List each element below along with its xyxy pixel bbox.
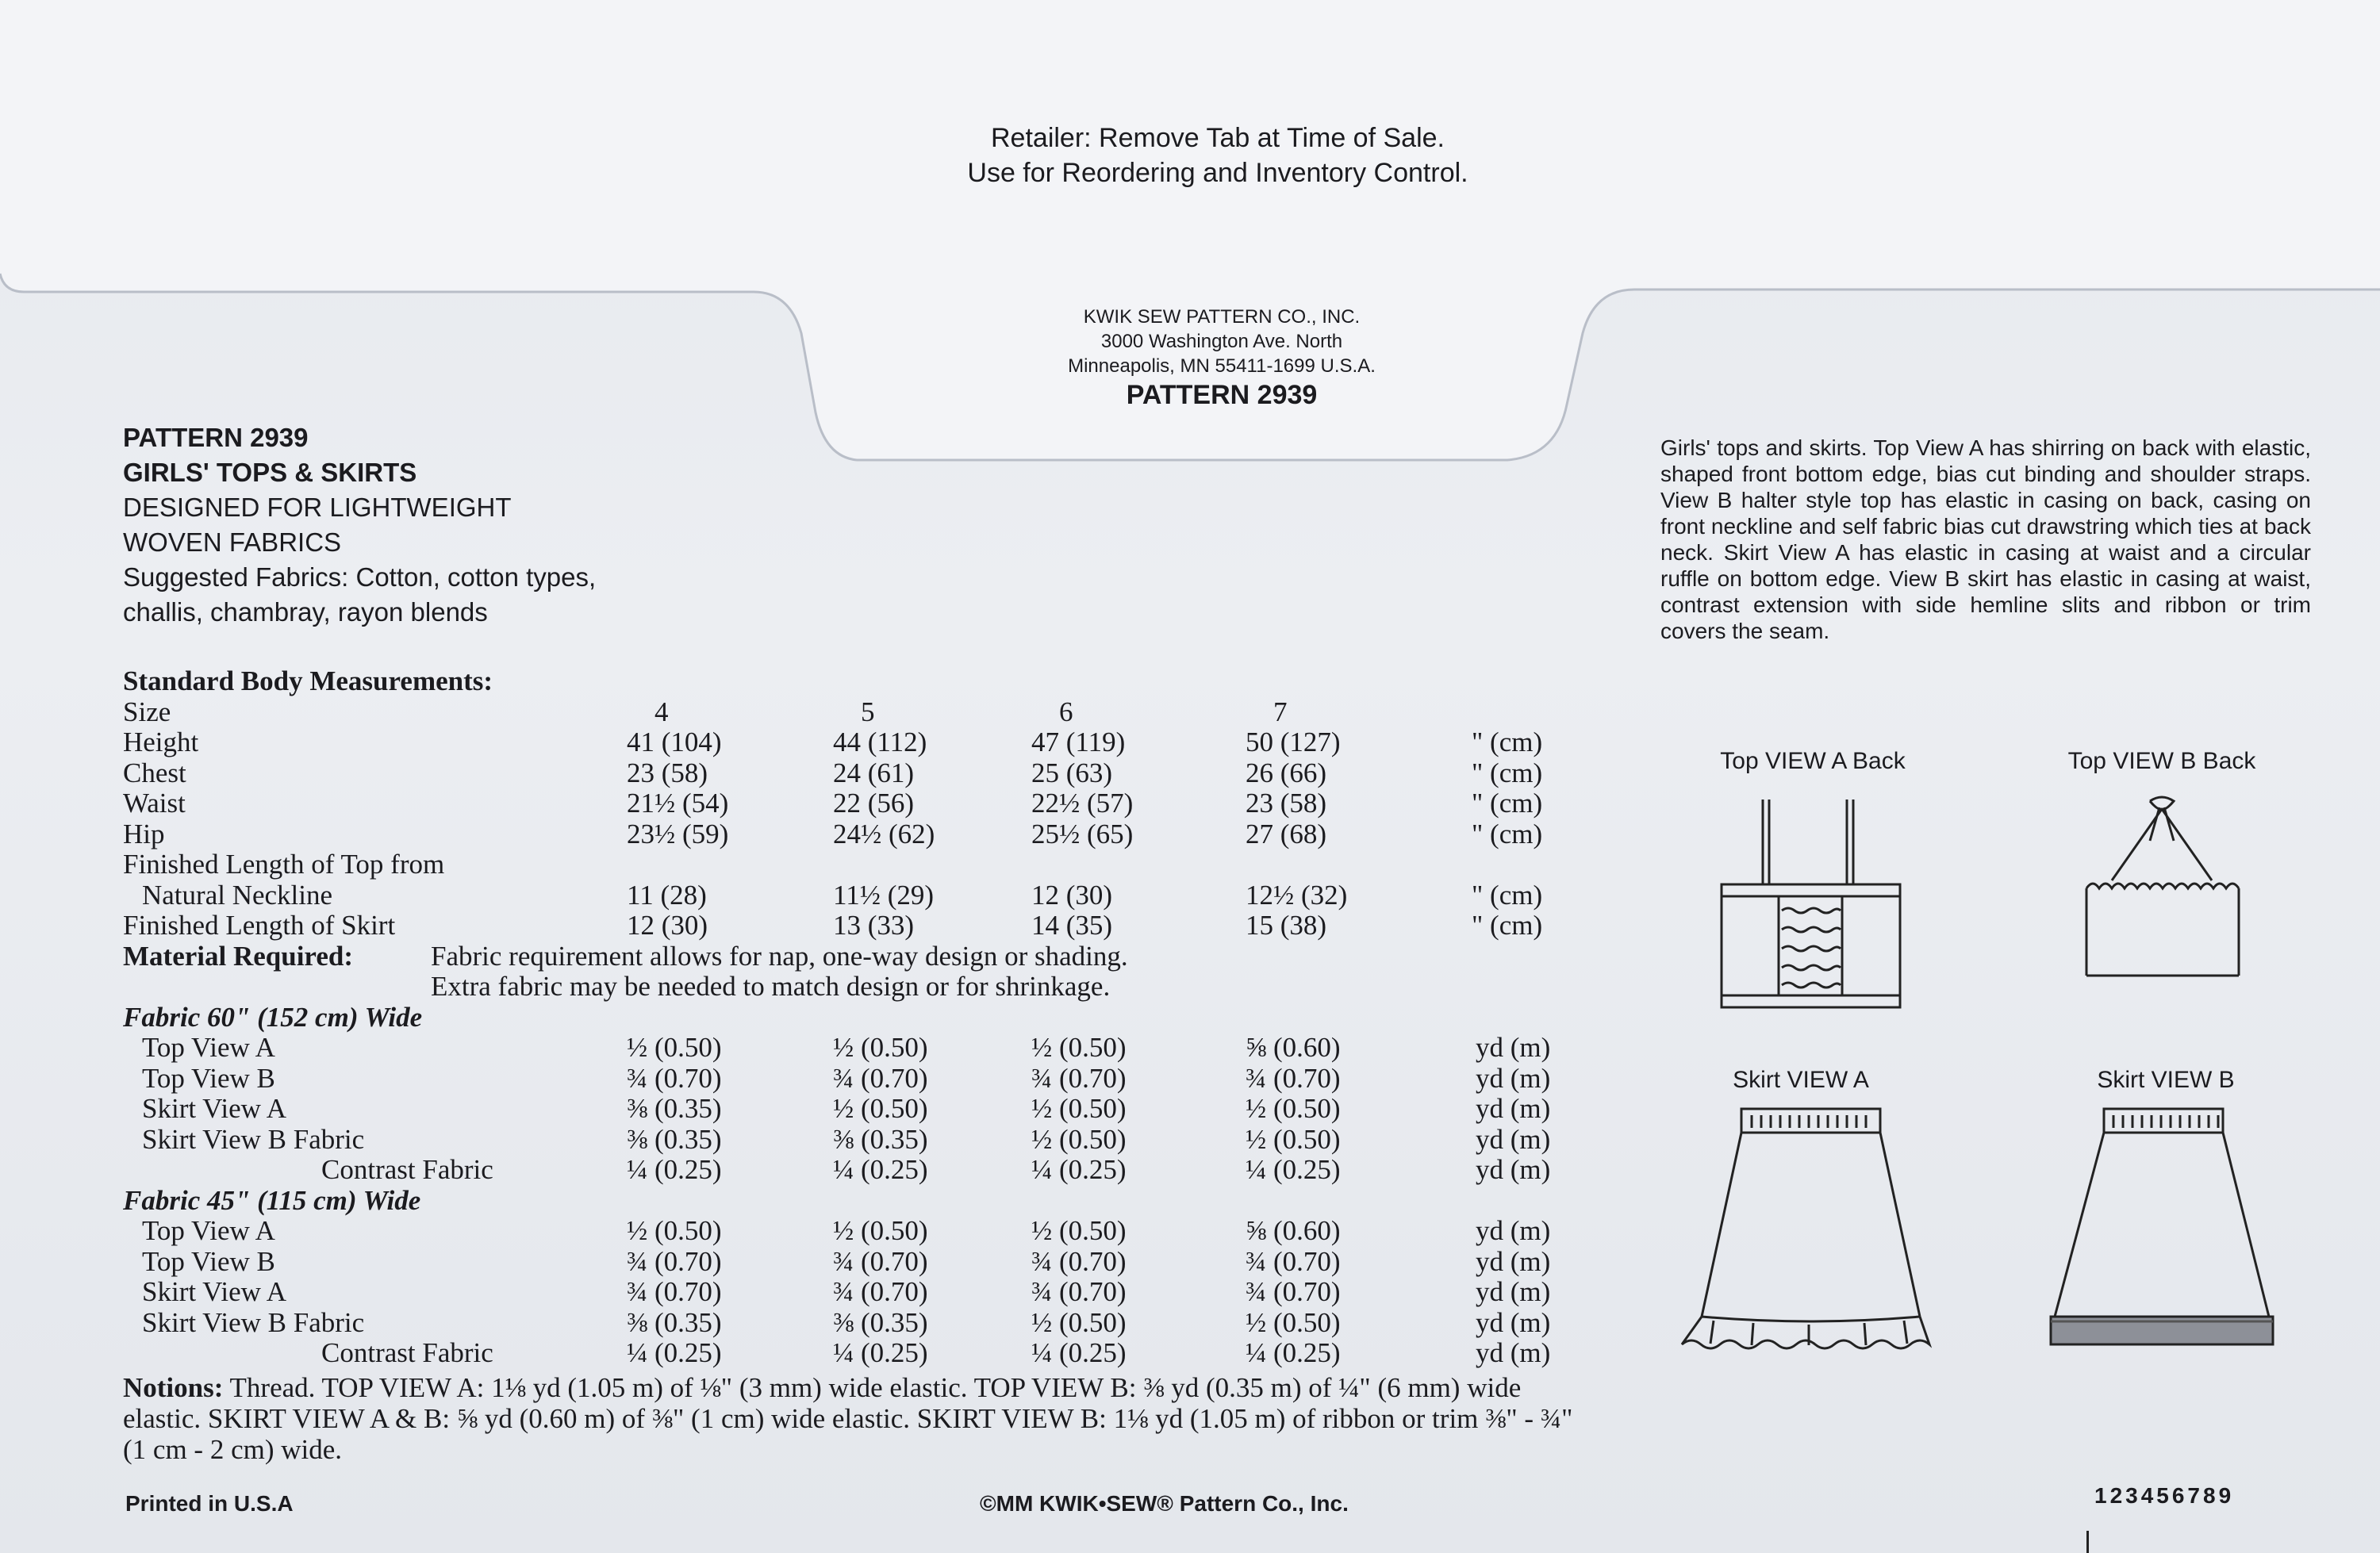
fabric60-row xyxy=(123,1064,1606,1095)
cell-size-4: ⅜ (0.35) xyxy=(627,1123,722,1155)
row-label: Top View B xyxy=(142,1062,275,1094)
row-label: Hip xyxy=(123,818,165,849)
fabric60-row xyxy=(123,1033,1606,1064)
cell-size-6: ½ (0.50) xyxy=(1031,1306,1127,1338)
printing-digits: 123456789 xyxy=(2094,1483,2235,1508)
fabric45-row xyxy=(123,1216,1606,1247)
cell-size-7: ¾ (0.70) xyxy=(1246,1245,1341,1277)
measurement-row xyxy=(123,788,1606,819)
cell-size-5: ¾ (0.70) xyxy=(833,1245,928,1277)
material-note-row xyxy=(123,972,1606,1003)
skirt-view-a-sketch xyxy=(1666,1102,1952,1364)
cell-size-6: ½ (0.50) xyxy=(1031,1215,1127,1246)
address-pattern-number: PATTERN 2939 xyxy=(1126,380,1318,410)
cell-size-5: ¾ (0.70) xyxy=(833,1062,928,1094)
unit-label: yd (m) xyxy=(1476,1154,1551,1185)
row-label: Height xyxy=(123,727,199,757)
copyright: ©MM KWIK•SEW® Pattern Co., Inc. xyxy=(980,1491,1349,1516)
cell-size-6: 25½ (65) xyxy=(1031,818,1134,849)
measurements-heading: Standard Body Measurements: xyxy=(123,665,493,696)
size-label: Size xyxy=(123,696,171,727)
measurement-row xyxy=(123,819,1606,850)
cell-size-6: ¼ (0.25) xyxy=(1031,1154,1127,1185)
envelope-flap xyxy=(0,0,2380,492)
cell-size-5: ½ (0.50) xyxy=(833,1215,928,1246)
top-view-a-sketch xyxy=(1714,793,1920,1015)
cell-size-6: 14 (35) xyxy=(1031,910,1113,941)
finished-top-row-2 xyxy=(123,880,1606,911)
cell-size-6: ¾ (0.70) xyxy=(1031,1245,1127,1277)
cell-size-6: 25 (63) xyxy=(1031,757,1113,788)
fabric45-row xyxy=(123,1277,1606,1308)
company-name: KWIK SEW PATTERN CO., INC. xyxy=(1083,306,1361,328)
cell-size-7: 12½ (32) xyxy=(1246,879,1348,911)
skirt-view-b-label: Skirt VIEW B xyxy=(2097,1067,2235,1093)
fabric60-row xyxy=(123,1094,1606,1125)
retailer-line-1: Retailer: Remove Tab at Time of Sale. xyxy=(991,123,1445,153)
notions-label: Notions: xyxy=(123,1372,224,1403)
cell-size-5: ½ (0.50) xyxy=(833,1093,928,1124)
cell-size-7: ½ (0.50) xyxy=(1246,1123,1341,1155)
pattern-header xyxy=(123,420,596,630)
cell-size-5: 24½ (62) xyxy=(833,818,935,849)
trim-mark xyxy=(2086,1531,2089,1553)
unit-label: " (cm) xyxy=(1472,910,1543,941)
row-label: Top View A xyxy=(142,1032,275,1063)
measurement-row xyxy=(123,727,1606,758)
measurement-row xyxy=(123,758,1606,789)
cell-size-5: ¼ (0.25) xyxy=(833,1154,928,1185)
material-note-1: Fabric requirement allows for nap, one-way design or shading. xyxy=(431,940,1128,972)
cell-size-6: ½ (0.50) xyxy=(1031,1032,1127,1063)
unit-label: " (cm) xyxy=(1472,818,1543,849)
skirt-view-b-sketch xyxy=(2031,1102,2293,1364)
cell-size-4: 23½ (59) xyxy=(627,818,729,849)
row-label: Skirt View A xyxy=(142,1093,286,1124)
cell-size-4: ½ (0.50) xyxy=(627,1032,722,1063)
size-6: 6 xyxy=(1059,696,1073,727)
cell-size-7: ¾ (0.70) xyxy=(1246,1276,1341,1307)
cell-size-5: ⅜ (0.35) xyxy=(833,1306,928,1338)
city-address: Minneapolis, MN 55411-1699 U.S.A. xyxy=(1068,355,1376,377)
cell-size-4: ¼ (0.25) xyxy=(627,1337,722,1368)
size-4: 4 xyxy=(654,696,669,727)
cell-size-7: ⅝ (0.60) xyxy=(1246,1032,1341,1063)
top-view-b-label: Top VIEW B Back xyxy=(2067,748,2256,774)
skirt-view-a-label: Skirt VIEW A xyxy=(1733,1067,1869,1093)
unit-label: yd (m) xyxy=(1476,1062,1551,1094)
fabric45-row xyxy=(123,1308,1606,1339)
unit-label: yd (m) xyxy=(1476,1123,1551,1155)
cell-size-6: ¾ (0.70) xyxy=(1031,1062,1127,1094)
top-view-b-sketch xyxy=(2063,785,2269,991)
row-label: Extra fabric may be needed to match design or for shrinkage. xyxy=(431,971,1111,1002)
notions xyxy=(123,1372,1583,1465)
row-label: Fabric 45" (115 cm) Wide xyxy=(123,1184,421,1216)
cell-size-5: 11½ (29) xyxy=(833,879,935,911)
return-address xyxy=(0,305,2380,412)
top-view-a-label: Top VIEW A Back xyxy=(1720,748,1906,774)
row-label: Natural Neckline xyxy=(142,879,333,911)
cell-size-5: 13 (33) xyxy=(833,910,915,941)
row-label: Chest xyxy=(123,757,186,788)
size-7: 7 xyxy=(1273,696,1288,727)
cell-size-4: 11 (28) xyxy=(627,879,707,911)
unit-label: yd (m) xyxy=(1476,1276,1551,1307)
row-label: Contrast Fabric xyxy=(321,1337,493,1368)
unit-label: yd (m) xyxy=(1476,1032,1551,1063)
designed-for-2: WOVEN FABRICS xyxy=(123,527,342,557)
cell-size-6: 12 (30) xyxy=(1031,879,1113,911)
row-label: Skirt View B Fabric xyxy=(142,1123,365,1155)
finished-top-row xyxy=(123,849,1606,880)
cell-size-4: 41 (104) xyxy=(627,727,722,757)
size-5: 5 xyxy=(861,696,875,727)
cell-size-4: ½ (0.50) xyxy=(627,1215,722,1246)
row-label: Skirt View A xyxy=(142,1276,286,1307)
fabric60-row xyxy=(123,1155,1606,1186)
retailer-tab-note xyxy=(0,121,2380,190)
cell-size-7: ¼ (0.25) xyxy=(1246,1337,1341,1368)
cell-size-5: ½ (0.50) xyxy=(833,1032,928,1063)
cell-size-6: ¾ (0.70) xyxy=(1031,1276,1127,1307)
unit-label: " (cm) xyxy=(1472,757,1543,788)
cell-size-7: ½ (0.50) xyxy=(1246,1306,1341,1338)
pattern-description: Girls' tops and skirts. Top View A has shirring on back with elastic, shaped front bottom edge, bias cut binding and shoulder straps. View B halter style top has elastic in casing on back, casing on front neckline and self fabric bias cut drawstring which ties at back neck. Skirt View A has elastic in casing at waist and a circular ruffle on bottom edge. View B skirt has elastic in casing at waist, contrast extension with side hemline slits and ribbon or trim covers the seam. xyxy=(1660,435,2311,643)
notions-text: Thread. TOP VIEW A: 1⅛ yd (1.05 m) of ⅛" (3 mm) wide elastic. TOP VIEW B: ⅜ yd (0.35 m) of ¼" (6 mm) wide elastic. SKIRT VIEW A & B: ⅝ yd (0.60 m) of ⅜" (1 cm) wide elastic. SKIRT VIEW B: 1⅛ yd (1.05 m) of ribbon or trim ⅜" - ¾" (1 cm - 2 cm) wide. xyxy=(123,1372,1573,1465)
cell-size-6: ¼ (0.25) xyxy=(1031,1337,1127,1368)
fabric60-row xyxy=(123,1125,1606,1156)
row-label: Waist xyxy=(123,788,186,819)
cell-size-5: 44 (112) xyxy=(833,727,927,757)
cell-size-6: ½ (0.50) xyxy=(1031,1123,1127,1155)
cell-size-5: 24 (61) xyxy=(833,757,915,788)
cell-size-4: ⅜ (0.35) xyxy=(627,1306,722,1338)
finished-skirt-row xyxy=(123,911,1606,941)
row-label: Skirt View B Fabric xyxy=(142,1306,365,1338)
fabric45-row xyxy=(123,1338,1606,1369)
fabric45-heading xyxy=(123,1186,1606,1217)
printed-in: Printed in U.S.A xyxy=(125,1491,294,1516)
cell-size-7: 23 (58) xyxy=(1246,788,1327,819)
cell-size-4: 21½ (54) xyxy=(627,788,729,819)
row-label: Fabric 60" (152 cm) Wide xyxy=(123,1001,423,1033)
cell-size-5: ¾ (0.70) xyxy=(833,1276,928,1307)
cell-size-5: ⅜ (0.35) xyxy=(833,1123,928,1155)
cell-size-4: 12 (30) xyxy=(627,910,708,941)
row-label: Finished Length of Top from xyxy=(123,849,445,880)
unit-label: " (cm) xyxy=(1472,879,1543,911)
row-label: Top View A xyxy=(142,1215,275,1246)
unit-label: " (cm) xyxy=(1472,788,1543,819)
cell-size-6: 47 (119) xyxy=(1031,727,1126,757)
cell-size-4: ¾ (0.70) xyxy=(627,1276,722,1307)
material-label: Material Required: xyxy=(123,940,353,972)
cell-size-7: 26 (66) xyxy=(1246,757,1327,788)
cell-size-4: 23 (58) xyxy=(627,757,708,788)
fabric60-heading xyxy=(123,1003,1606,1033)
row-label: Finished Length of Skirt xyxy=(123,910,396,941)
cell-size-4: ¾ (0.70) xyxy=(627,1245,722,1277)
cell-size-7: ⅝ (0.60) xyxy=(1246,1215,1341,1246)
unit-label: yd (m) xyxy=(1476,1245,1551,1277)
cell-size-5: ¼ (0.25) xyxy=(833,1337,928,1368)
retailer-line-2: Use for Reordering and Inventory Control. xyxy=(967,158,1468,188)
cell-size-5: 22 (56) xyxy=(833,788,915,819)
cell-size-4: ⅜ (0.35) xyxy=(627,1093,722,1124)
suggested-fabrics-1: Suggested Fabrics: Cotton, cotton types, xyxy=(123,562,597,592)
fabric45-row xyxy=(123,1247,1606,1278)
material-required-row xyxy=(123,941,1606,972)
street-address: 3000 Washington Ave. North xyxy=(1100,331,1343,352)
pattern-title: GIRLS' TOPS & SKIRTS xyxy=(123,458,417,487)
designed-for-1: DESIGNED FOR LIGHTWEIGHT xyxy=(123,493,512,522)
unit-label: " (cm) xyxy=(1472,727,1543,757)
cell-size-7: ½ (0.50) xyxy=(1246,1093,1341,1124)
row-label: Contrast Fabric xyxy=(321,1154,493,1185)
cell-size-4: ¼ (0.25) xyxy=(627,1154,722,1185)
unit-label: yd (m) xyxy=(1476,1306,1551,1338)
cell-size-4: ¾ (0.70) xyxy=(627,1062,722,1094)
unit-label: yd (m) xyxy=(1476,1093,1551,1124)
suggested-fabrics-2: challis, chambray, rayon blends xyxy=(123,597,488,627)
cell-size-6: ½ (0.50) xyxy=(1031,1093,1127,1124)
measurements-table xyxy=(123,666,1606,1369)
cell-size-7: 27 (68) xyxy=(1246,818,1327,849)
cell-size-6: 22½ (57) xyxy=(1031,788,1134,819)
cell-size-7: 50 (127) xyxy=(1246,727,1341,757)
cell-size-7: ¾ (0.70) xyxy=(1246,1062,1341,1094)
row-label: Top View B xyxy=(142,1245,275,1277)
cell-size-7: ¼ (0.25) xyxy=(1246,1154,1341,1185)
cell-size-7: 15 (38) xyxy=(1246,910,1327,941)
unit-label: yd (m) xyxy=(1476,1215,1551,1246)
unit-label: yd (m) xyxy=(1476,1337,1551,1368)
pattern-number: PATTERN 2939 xyxy=(123,423,309,452)
